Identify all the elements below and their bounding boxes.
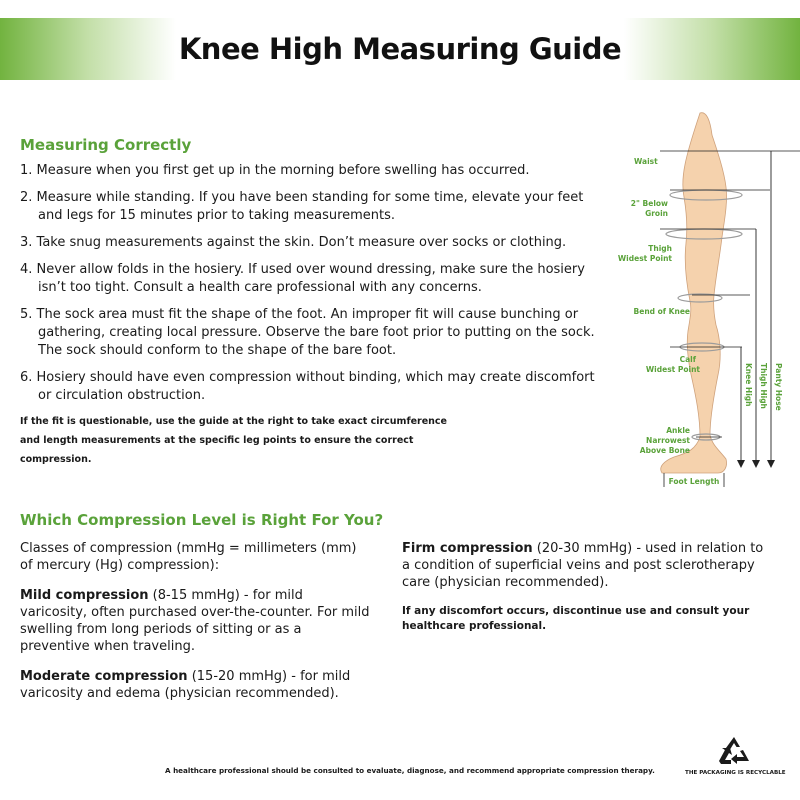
compression-section-title: Which Compression Level is Right For You? <box>20 511 384 529</box>
knee-label: Bend of Knee <box>633 307 690 316</box>
leg-measuring-diagram <box>600 105 800 495</box>
thigh-label-line2: Widest Point <box>617 254 672 263</box>
ankle-label-line2: Narrowest <box>646 436 690 445</box>
title-banner <box>0 18 800 80</box>
measuring-section-title: Measuring Correctly <box>20 136 192 154</box>
mild-compression-paragraph <box>20 587 370 655</box>
firm-compression-paragraph <box>402 540 772 591</box>
measuring-step: 6. Hosiery should have even compression without binding, which may create discomfort or circulation obstruction. <box>20 370 595 403</box>
mild-compression-text: (8-15 mmHg) - for mild varicosity, often purchased over-the-counter. For mild swelling from long periods of sitting or as a preventive when traveling. <box>20 588 370 654</box>
compression-left-column <box>20 540 370 715</box>
leg-silhouette <box>661 113 727 473</box>
measuring-step: 2. Measure while standing. If you have been standing for some time, elevate your feet and legs for 15 minutes prior to taking measurements. <box>20 190 584 223</box>
recycle-label: THE PACKAGING IS RECYCLABLE <box>685 770 786 776</box>
footer-disclaimer: A healthcare professional should be consulted to evaluate, diagnose, and recommend appropriate compression therapy. <box>165 766 655 775</box>
firm-compression-text: (20-30 mmHg) - used in relation to a condition of superficial veins and post sclerotherapy care (physician recommended). <box>402 541 764 590</box>
measuring-step: 5. The sock area must fit the shape of the foot. An improper fit will cause bunching or gathering, creating local pressure. Observe the bare foot prior to putting on the sock. The sock should conform to the shape of the bare foot. <box>20 307 595 358</box>
moderate-compression-label: Moderate compression <box>20 669 188 684</box>
fit-guide-note: If the fit is questionable, use the guide at the right to take exact circumference and length measurements at the specific leg points to ensure the correct compression. <box>20 416 447 465</box>
page-title: Knee High Measuring Guide <box>178 32 622 66</box>
ankle-label-line1: Ankle <box>666 426 690 435</box>
recycle-icon <box>716 735 752 767</box>
measuring-step: 1. Measure when you first get up in the morning before swelling has occurred. <box>20 163 530 178</box>
below-groin-label-line1: 2" Below <box>630 199 668 208</box>
thigh-label-line1: Thigh <box>648 244 672 253</box>
knee-high-label: Knee High <box>744 363 753 407</box>
thigh-high-label: Thigh High <box>759 363 768 409</box>
measuring-step: 4. Never allow folds in the hosiery. If used over wound dressing, make sure the hosiery isn’t too tight. Consult a health care professional with any concerns. <box>20 262 585 295</box>
moderate-compression-text: (15-20 mmHg) - for mild varicosity and edema (physician recommended). <box>20 669 351 701</box>
calf-label-line1: Calf <box>679 355 696 364</box>
classes-intro-text: Classes of compression (mmHg = millimeters (mm) of mercury (Hg) compression): <box>20 541 357 573</box>
discomfort-note: If any discomfort occurs, discontinue use and consult your healthcare professional. <box>402 605 750 632</box>
mild-compression-label: Mild compression <box>20 588 149 603</box>
panty-hose-label: Panty Hose <box>774 363 783 411</box>
measuring-steps-list <box>20 162 605 414</box>
calf-label-line2: Widest Point <box>645 365 700 374</box>
compression-right-column <box>402 540 772 647</box>
measuring-step: 3. Take snug measurements against the skin. Don’t measure over socks or clothing. <box>20 235 567 250</box>
moderate-compression-paragraph <box>20 668 370 702</box>
foot-length-label: Foot Length <box>668 477 720 486</box>
waist-label: Waist <box>634 157 658 166</box>
below-groin-label-line2: Groin <box>645 209 668 218</box>
ankle-label-line3: Above Bone <box>639 446 690 455</box>
classes-intro <box>20 540 370 574</box>
firm-compression-label: Firm compression <box>402 541 533 556</box>
